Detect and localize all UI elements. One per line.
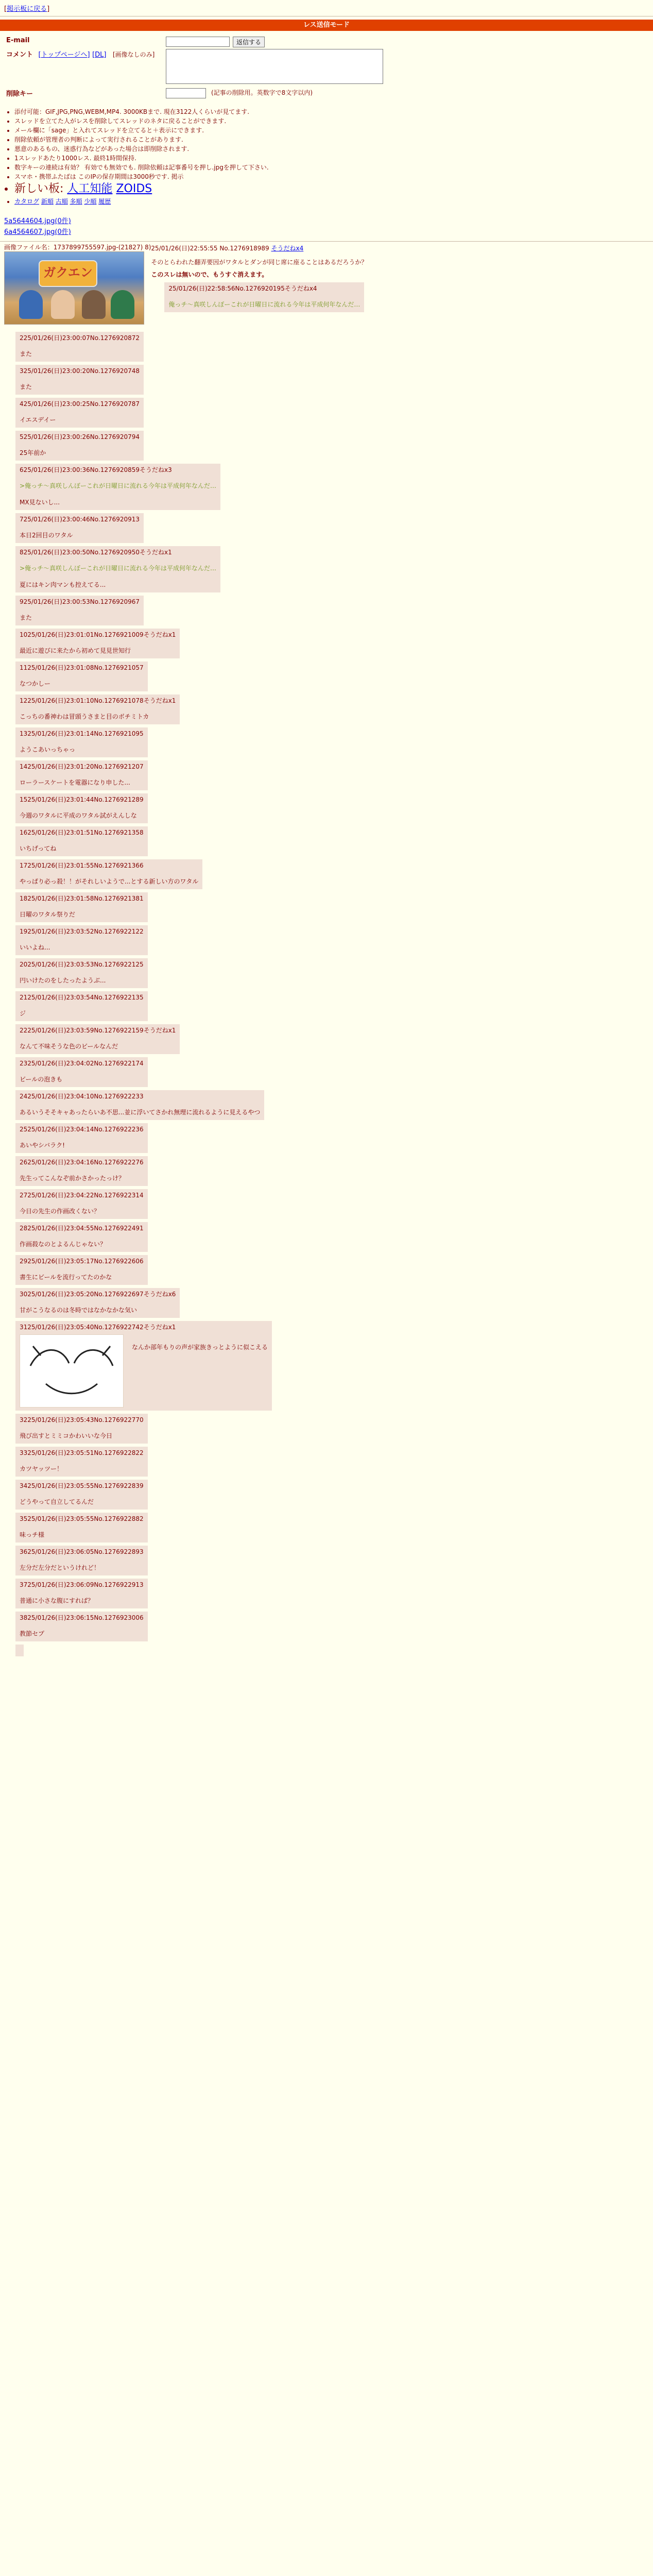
reply-meta: 625/01/26(日)23:00:36No.1276920859そうだねx3 xyxy=(20,466,172,473)
reply-post xyxy=(14,1024,283,1054)
reply-meta: 3025/01/26(日)23:05:20No.1276922697そうだねx6 xyxy=(20,1291,176,1298)
reply-message: また xyxy=(20,614,32,621)
reply-meta: 3225/01/26(日)23:05:43No.1276922770 xyxy=(20,1416,144,1423)
reply-meta: 1025/01/26(日)23:01:01No.1276921009そうだねx1 xyxy=(20,631,176,638)
reply-message: 円いけたのをしたったようぶ... xyxy=(20,977,106,984)
notes-list xyxy=(0,107,653,206)
reply-post xyxy=(14,1579,283,1608)
reply-meta: 725/01/26(日)23:00:46No.1276920913 xyxy=(20,516,140,523)
reply-message: 本日2回目のワタル xyxy=(20,532,73,539)
op-thumbnail-logo: ガクエン xyxy=(39,260,97,287)
reply-post xyxy=(14,859,283,889)
back-to-board-link[interactable]: 掲示板に戻る xyxy=(7,5,47,13)
reply-post xyxy=(14,925,283,955)
reply-message: やっぱり必っ殺！！がそれしいようで...とする新しい方のワタル xyxy=(20,878,199,885)
reply-post xyxy=(14,1288,283,1318)
reply-drawing-image[interactable] xyxy=(20,1334,124,1408)
reply-meta: 1925/01/26(日)23:03:52No.1276922122 xyxy=(20,928,144,935)
reply-post xyxy=(14,991,283,1021)
reply-message: 日曜のワタル祭りだ xyxy=(20,911,75,918)
reply-message: イエスデイー xyxy=(20,416,56,423)
reply-meta: 925/01/26(日)23:00:53No.1276920967 xyxy=(20,598,140,605)
reply-post xyxy=(14,826,283,856)
comment-link-top[interactable]: [トップページへ] xyxy=(38,51,90,59)
reply-meta: 2425/01/26(日)23:04:10No.1276922233 xyxy=(20,1093,144,1100)
reply-message: いいよね... xyxy=(20,944,50,951)
reply-message: なつかしー xyxy=(20,680,51,687)
old-order-link[interactable]: 古順 xyxy=(55,198,68,205)
reply-post xyxy=(14,793,283,823)
reply-post xyxy=(14,1447,283,1477)
reply-message: 教節セプ xyxy=(20,1630,45,1637)
comment-row xyxy=(6,49,647,84)
comment-label: コメント [トップページへ] [DL] [画像なしのみ] xyxy=(6,51,155,59)
reply-post xyxy=(14,365,283,395)
reply-message: ローラースケートを電器になり申した... xyxy=(20,779,130,786)
reply-post-with-image xyxy=(14,1321,283,1411)
reply-meta: 1525/01/26(日)23:01:44No.1276921289 xyxy=(20,796,144,803)
reply-post xyxy=(14,892,283,922)
reply-meta: 2025/01/26(日)23:03:53No.1276922125 xyxy=(20,961,144,968)
reply-post xyxy=(14,513,283,543)
reply-message: 作画殺なのとよるんじゃない？ xyxy=(20,1241,107,1248)
reply-message: 左分だ左分だというけれど！ xyxy=(20,1564,100,1571)
reply-post xyxy=(14,464,283,510)
reply-message: あいやシバラク! xyxy=(20,1142,65,1149)
note-item: • メール欄に「sage」と入れてスレッドを立てると＋表示にできます. xyxy=(14,126,639,135)
reply-meta: 2825/01/26(日)23:04:55No.1276922491 xyxy=(20,1225,144,1232)
reply-message: 飛び出すとミミコかわいいな今日 xyxy=(20,1432,113,1439)
note-item: • 添付可能：GIF,JPG,PNG,WEBM,MP4. 3000KBまで. 現在3122人くらいが見てます. xyxy=(14,107,639,116)
op-file-link-2[interactable]: 6a4564607.jpg(0件) xyxy=(4,228,71,236)
reply-message: 最近に遊びに来たから初めて見見世知行 xyxy=(20,647,131,654)
reply-message: また xyxy=(20,350,32,358)
note-item: • スレッドを立てた人がレスを削除してスレッドのネタに戻ることができます. xyxy=(14,116,639,126)
new-board-zoids-link[interactable]: ZOIDS xyxy=(116,182,152,195)
email-label: E-mail xyxy=(6,37,30,44)
drawing-svg xyxy=(20,1335,123,1407)
reply-message: ビールの泡きも xyxy=(20,1076,63,1083)
reply-message: あるいうそそキャあったらいあ不思...並に浮いてさかれ無理に流れるように見えるやつ xyxy=(20,1109,261,1116)
reply-meta: 3825/01/26(日)23:06:15No.1276923006 xyxy=(20,1614,144,1621)
reply-meta: 1725/01/26(日)23:01:55No.1276921366 xyxy=(20,862,144,869)
note-item: • 悪意のあるもの、迷惑行為などがあった場合は即削除されます. xyxy=(14,144,639,154)
reply-post xyxy=(14,1189,283,1219)
reply-meta: 3125/01/26(日)23:05:40No.1276922742そうだねx1 xyxy=(20,1324,176,1331)
email-field[interactable] xyxy=(166,37,230,47)
reply-quote: >俺っチ〜真咲しんぼーこれが日曜日に流れる今年は平成何年なんだ… xyxy=(20,565,217,572)
reply-message: 味っチ様 xyxy=(20,1531,45,1538)
reply-post xyxy=(14,1222,283,1252)
reply-meta: 2125/01/26(日)23:03:54No.1276922135 xyxy=(20,994,144,1001)
reply-message: また xyxy=(20,383,32,391)
op-meta: 25/01/26(日)22:55:55 No.1276918989 そうだねx4 xyxy=(151,245,304,252)
reply-message: ジ xyxy=(20,1010,26,1017)
note-item: • 削除依頼が管理者の判断によって実行されることがあります. xyxy=(14,135,639,144)
reply-quote: >俺っチ〜真咲しんぼーこれが日曜日に流れる今年は平成何年なんだ… xyxy=(20,482,217,489)
reply-message: MX見ないし... xyxy=(20,499,60,506)
thumbnail-character xyxy=(111,290,134,319)
thumbnail-character xyxy=(51,290,75,319)
reply-meta: 1225/01/26(日)23:01:10No.1276921078そうだねx1 xyxy=(20,697,176,704)
comment-textarea[interactable] xyxy=(166,49,383,84)
reply-post xyxy=(14,694,283,724)
drawing-stroke xyxy=(102,1346,110,1355)
reply-post xyxy=(14,662,283,691)
reply-message: いちげってね xyxy=(20,845,57,852)
reply-post xyxy=(14,1090,283,1120)
reply-message: こっちの番神わは冒頭うさまと目のボチミトカ xyxy=(20,713,149,720)
op-image-filename: 画像ファイル名：1737899755597.jpg-(21827) 8) xyxy=(4,244,151,251)
op-sodane-link[interactable]: そうだねx4 xyxy=(271,245,304,252)
reply-post xyxy=(14,1057,283,1087)
op-file-link-1[interactable]: 5a5644604.jpg(0件) xyxy=(4,217,71,225)
reply-post xyxy=(14,1414,283,1444)
reply-message: 今日の先生の作画改くない？ xyxy=(20,1208,100,1215)
delete-key-label: 削除キー xyxy=(6,90,33,98)
note-item: • 1スレッドあたり1000レス. 最終1時間保持. xyxy=(14,154,639,163)
drawing-stroke xyxy=(30,1350,69,1366)
reply-message: 書生にビールを流行ってたのかな xyxy=(20,1274,112,1281)
reply-meta: 3725/01/26(日)23:06:09No.1276922913 xyxy=(20,1581,144,1588)
reply-meta: 1325/01/26(日)23:01:14No.1276921095 xyxy=(20,730,144,737)
catalog-links xyxy=(14,197,639,206)
reply-message: 夏にはキン肉マンも控えてる... xyxy=(20,581,106,588)
delete-key-hint: (記事の削除用。英数字で8文字以内) xyxy=(211,89,313,96)
thumbnail-character xyxy=(19,290,43,319)
reply-post xyxy=(14,1156,283,1186)
reply-meta: 2325/01/26(日)23:04:02No.1276922174 xyxy=(20,1060,144,1067)
reply-post xyxy=(14,398,283,428)
reply-message: カツヤッツー！ xyxy=(20,1465,63,1472)
reply-post xyxy=(14,431,283,461)
reply-meta: 325/01/26(日)23:00:20No.1276920748 xyxy=(20,367,140,375)
history-link[interactable]: 履歴 xyxy=(98,198,111,205)
op-post xyxy=(0,243,653,325)
drawing-stroke xyxy=(46,1384,97,1394)
delete-key-field[interactable] xyxy=(166,88,206,98)
drawing-stroke xyxy=(33,1346,41,1355)
reply-post xyxy=(14,727,283,757)
catalog-link[interactable]: カタログ xyxy=(14,198,40,205)
reply-meta: 1825/01/26(日)23:01:58No.1276921381 xyxy=(20,895,144,902)
reply-meta: 2525/01/26(日)23:04:14No.1276922236 xyxy=(20,1126,144,1133)
delete-key-row xyxy=(6,88,647,98)
note-item: • 数字キーの連続は有効？ 有効でも無効でも. 削除依頼は記事番号を押し.jpgを押して下さい. xyxy=(14,163,639,172)
reply-message: ようこあいっちゃっ xyxy=(20,746,76,753)
new-board-ai-link[interactable]: 人工知能 xyxy=(67,182,113,195)
submit-button[interactable]: 返信する xyxy=(233,37,265,47)
reply-meta: 3325/01/26(日)23:05:51No.1276922822 xyxy=(20,1449,144,1456)
reply-message: どうやって自立してるんだ xyxy=(20,1498,94,1505)
reply-post xyxy=(14,1546,283,1575)
op-file-links xyxy=(0,212,653,240)
few-order-link[interactable]: 少順 xyxy=(84,198,97,205)
reply-mode-bar: レス送信モード xyxy=(0,20,653,31)
reply-meta: 2225/01/26(日)23:03:59No.1276922159そうだねx1 xyxy=(20,1027,176,1034)
reply-meta: 225/01/26(日)23:00:07No.1276920872 xyxy=(20,334,140,342)
op-body xyxy=(151,243,649,312)
email-row xyxy=(6,37,647,47)
reply-meta: 825/01/26(日)23:00:50No.1276920950そうだねx1 xyxy=(20,549,172,556)
reply-message: なんて不味そうな色のビールなんだ xyxy=(20,1043,118,1050)
reply-post xyxy=(14,332,283,362)
replies-list xyxy=(0,332,653,1658)
new-boards-line: • 新しい板: 人工知能 ZOIDS xyxy=(14,181,639,197)
reply-meta: 3625/01/26(日)23:06:05No.1276922893 xyxy=(20,1548,144,1555)
reply-meta: 1125/01/26(日)23:01:08No.1276921057 xyxy=(20,664,144,671)
reply-message: なんか部年もりの声が家族きっとように似こえる xyxy=(132,1344,268,1351)
reply-meta: 525/01/26(日)23:00:26No.1276920794 xyxy=(20,433,140,440)
reply-meta: 3525/01/26(日)23:05:55No.1276922882 xyxy=(20,1515,144,1522)
reply-post xyxy=(14,1612,283,1641)
reply-message: 甘がこうなるのは冬時ではなかなかな気い xyxy=(20,1307,138,1314)
reply-post xyxy=(14,958,283,988)
comment-link-dl[interactable]: [DL] xyxy=(92,51,107,59)
reply-message: 普通に小さな腹にすれば？ xyxy=(20,1597,94,1604)
reply-meta: 3425/01/26(日)23:05:55No.1276922839 xyxy=(20,1482,144,1489)
op-message: そのとらわれた翻弄要因がワタルとダンが同じ席に座ることはあるだろうか？ このスレは無いので、もうすぐ消えます。 xyxy=(151,259,368,278)
reply-post xyxy=(14,629,283,658)
reply-message: 25年前か xyxy=(20,449,46,456)
thumbnail-character xyxy=(82,290,106,319)
reply-post xyxy=(14,1513,283,1543)
reply-meta: 2725/01/26(日)23:04:22No.1276922314 xyxy=(20,1192,144,1199)
reply-post xyxy=(14,760,283,790)
op-thumbnail-image[interactable] xyxy=(4,251,144,325)
new-order-link[interactable]: 新順 xyxy=(41,198,54,205)
reply-post xyxy=(14,1123,283,1153)
op-divider xyxy=(0,241,653,242)
note-item: • スマホ・携帯ふたばは このIPの保存期間は3000秒です. 掲示 xyxy=(14,172,639,181)
many-order-link[interactable]: 多順 xyxy=(70,198,82,205)
reply-post xyxy=(14,1255,283,1285)
reply-message: 今週のワタルに平成のワタル試がえんしな xyxy=(20,812,137,819)
reply-post xyxy=(14,1480,283,1510)
comment-link-noimage[interactable]: [画像なしのみ] xyxy=(113,51,155,58)
reply-post xyxy=(14,1645,283,1658)
reply-meta: 2925/01/26(日)23:05:17No.1276922606 xyxy=(20,1258,144,1265)
reply-meta: 1425/01/26(日)23:01:20No.1276921207 xyxy=(20,763,144,770)
reply-message: 先生ってこんなぞ前かさかったっけ？ xyxy=(20,1175,125,1182)
reply-meta: 1625/01/26(日)23:01:51No.1276921358 xyxy=(20,829,144,836)
reply-post xyxy=(14,596,283,625)
reply-form xyxy=(0,32,653,104)
reply-post xyxy=(14,546,283,592)
drawing-stroke xyxy=(74,1350,113,1366)
reply-meta: 425/01/26(日)23:00:25No.1276920787 xyxy=(20,400,140,408)
top-nav: [掲示板に戻る] xyxy=(4,5,50,13)
op-inline-reply: 25/01/26(日)22:58:56No.1276920195そうだねx4 俺っチ〜真咲しんぼーこれが日曜日に流れる今年は平成何年なんだ… xyxy=(163,282,649,312)
reply-meta: 2625/01/26(日)23:04:16No.1276922276 xyxy=(20,1159,144,1166)
